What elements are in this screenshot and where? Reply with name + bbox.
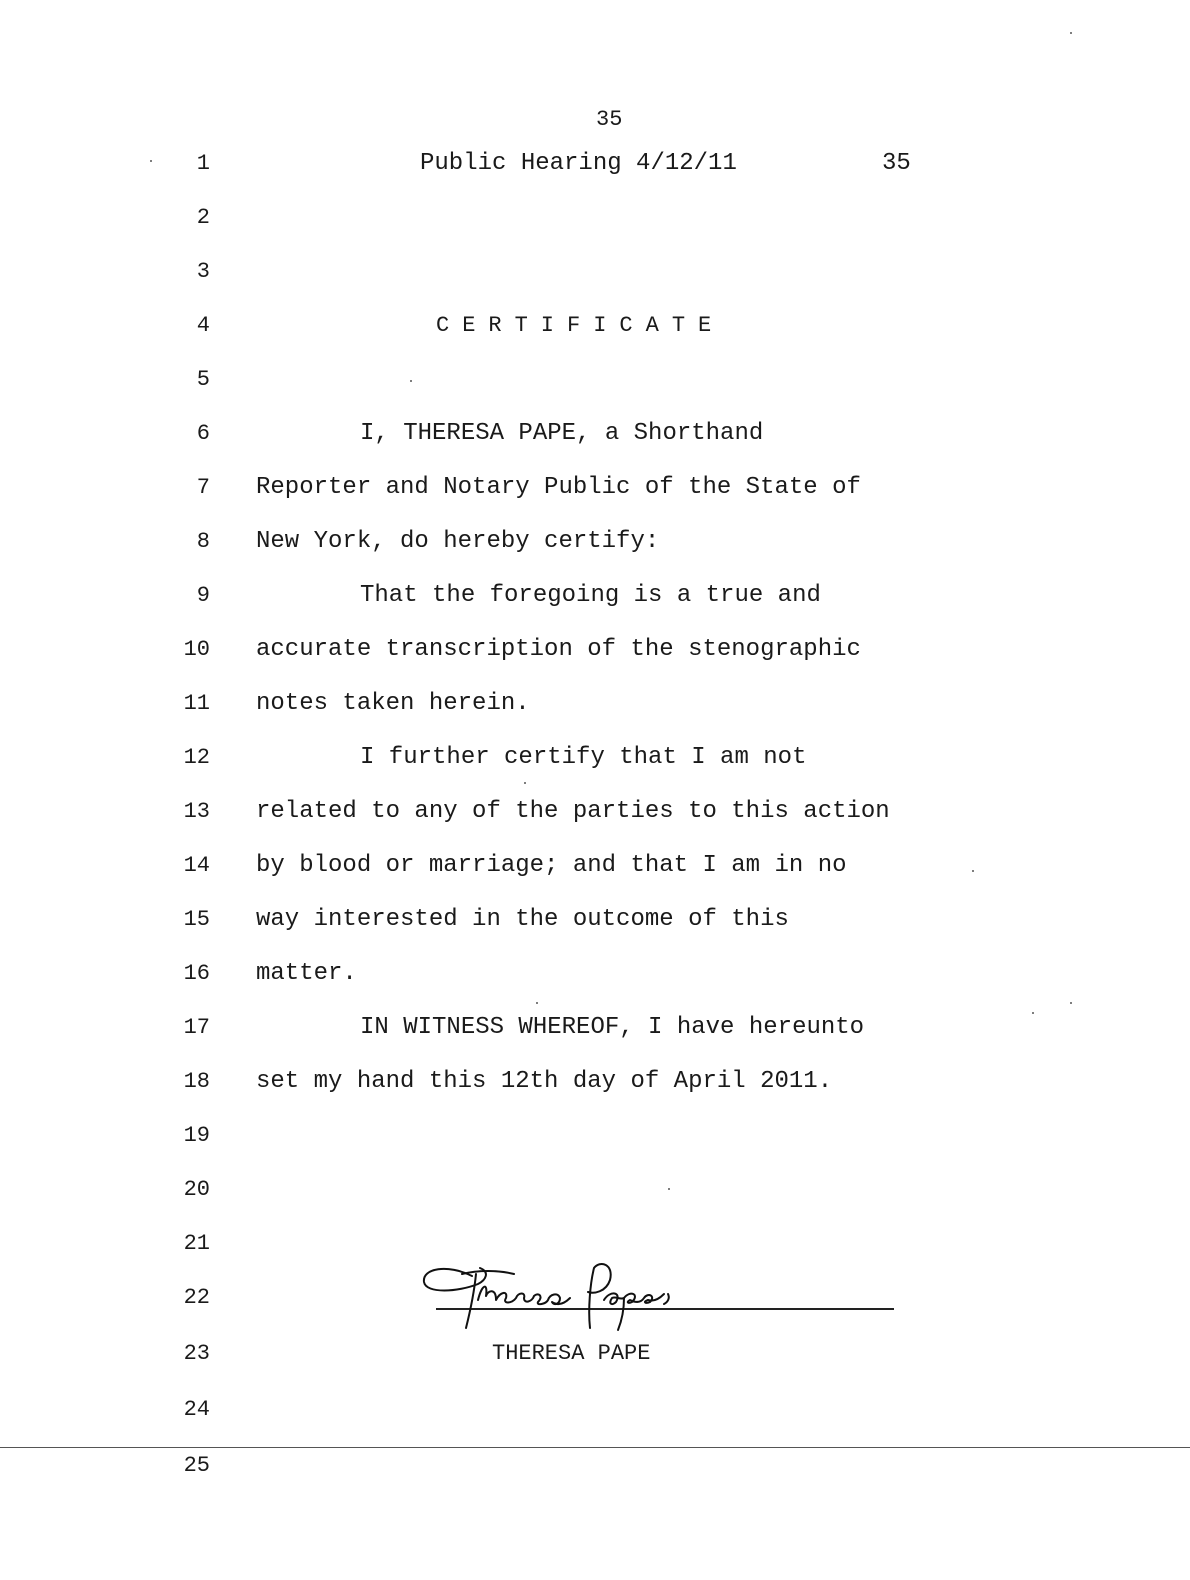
transcript-line-1	[0, 148, 1190, 180]
transcript-line-12	[0, 742, 1190, 774]
transcript-line-7	[0, 472, 1190, 504]
line-text: matter.	[256, 960, 357, 987]
line-text: by blood or marriage; and that I am in no	[256, 852, 847, 879]
transcript-line-20	[0, 1174, 1190, 1206]
scan-speck	[524, 782, 526, 784]
line-number: 7	[196, 475, 210, 500]
transcript-line-9	[0, 580, 1190, 612]
transcript-line-2	[0, 202, 1190, 234]
transcript-line-6	[0, 418, 1190, 450]
line-text: I, THERESA PAPE, a Shorthand	[360, 420, 764, 447]
certificate-title: CERTIFICATE	[436, 313, 725, 338]
line-number: 5	[196, 367, 210, 392]
header-page-number: 35	[882, 150, 911, 177]
line-number: 21	[183, 1231, 210, 1256]
transcript-line-4	[0, 310, 1190, 342]
line-number: 25	[183, 1453, 210, 1478]
transcript-line-5	[0, 364, 1190, 396]
line-text: accurate transcription of the stenographic	[256, 636, 861, 663]
line-number: 18	[183, 1069, 210, 1094]
scan-speck	[972, 870, 974, 872]
line-number: 15	[183, 907, 210, 932]
transcript-line-3	[0, 256, 1190, 288]
transcript-line-16	[0, 958, 1190, 990]
line-number: 22	[183, 1285, 210, 1310]
line-number: 16	[183, 961, 210, 986]
transcript-line-8	[0, 526, 1190, 558]
transcript-line-14	[0, 850, 1190, 882]
scan-speck	[1070, 1002, 1072, 1004]
line-number: 13	[183, 799, 210, 824]
scan-speck	[150, 160, 152, 162]
header-title: Public Hearing 4/12/11	[420, 150, 737, 177]
page-bottom-rule	[0, 1447, 1190, 1448]
line-text: That the foregoing is a true and	[360, 582, 821, 609]
line-number: 8	[196, 529, 210, 554]
top-page-number: 35	[596, 107, 623, 132]
line-text: New York, do hereby certify:	[256, 528, 660, 555]
line-number: 14	[183, 853, 210, 878]
scan-speck	[1032, 1012, 1034, 1014]
line-number: 11	[183, 691, 210, 716]
signer-name: THERESA PAPE	[492, 1341, 651, 1366]
transcript-line-13	[0, 796, 1190, 828]
transcript-line-18	[0, 1066, 1190, 1098]
transcript-line-24	[0, 1394, 1190, 1426]
line-number: 23	[183, 1341, 210, 1366]
transcript-line-19	[0, 1120, 1190, 1152]
scan-speck	[668, 1188, 670, 1190]
line-text: related to any of the parties to this action	[256, 798, 890, 825]
line-number: 12	[183, 745, 210, 770]
line-number: 17	[183, 1015, 210, 1040]
line-text: notes taken herein.	[256, 690, 530, 717]
line-text: I further certify that I am not	[360, 744, 807, 771]
line-text: set my hand this 12th day of April 2011.	[256, 1068, 833, 1095]
scan-speck	[536, 1002, 538, 1004]
line-number: 4	[196, 313, 210, 338]
transcript-line-15	[0, 904, 1190, 936]
line-number: 19	[183, 1123, 210, 1148]
line-number: 10	[183, 637, 210, 662]
line-text: way interested in the outcome of this	[256, 906, 789, 933]
scan-speck	[1070, 32, 1072, 34]
scan-speck	[410, 380, 412, 382]
transcript-line-23	[0, 1338, 1190, 1370]
line-text: Reporter and Notary Public of the State of	[256, 474, 861, 501]
handwritten-signature	[418, 1254, 678, 1334]
line-number: 3	[196, 259, 210, 284]
line-text: IN WITNESS WHEREOF, I have hereunto	[360, 1014, 865, 1041]
line-number: 9	[196, 583, 210, 608]
transcript-line-17	[0, 1012, 1190, 1044]
transcript-line-11	[0, 688, 1190, 720]
transcript-line-25	[0, 1450, 1190, 1482]
transcript-line-10	[0, 634, 1190, 666]
line-number: 20	[183, 1177, 210, 1202]
line-number: 24	[183, 1397, 210, 1422]
line-number: 2	[196, 205, 210, 230]
line-number: 6	[196, 421, 210, 446]
line-number: 1	[196, 151, 210, 176]
